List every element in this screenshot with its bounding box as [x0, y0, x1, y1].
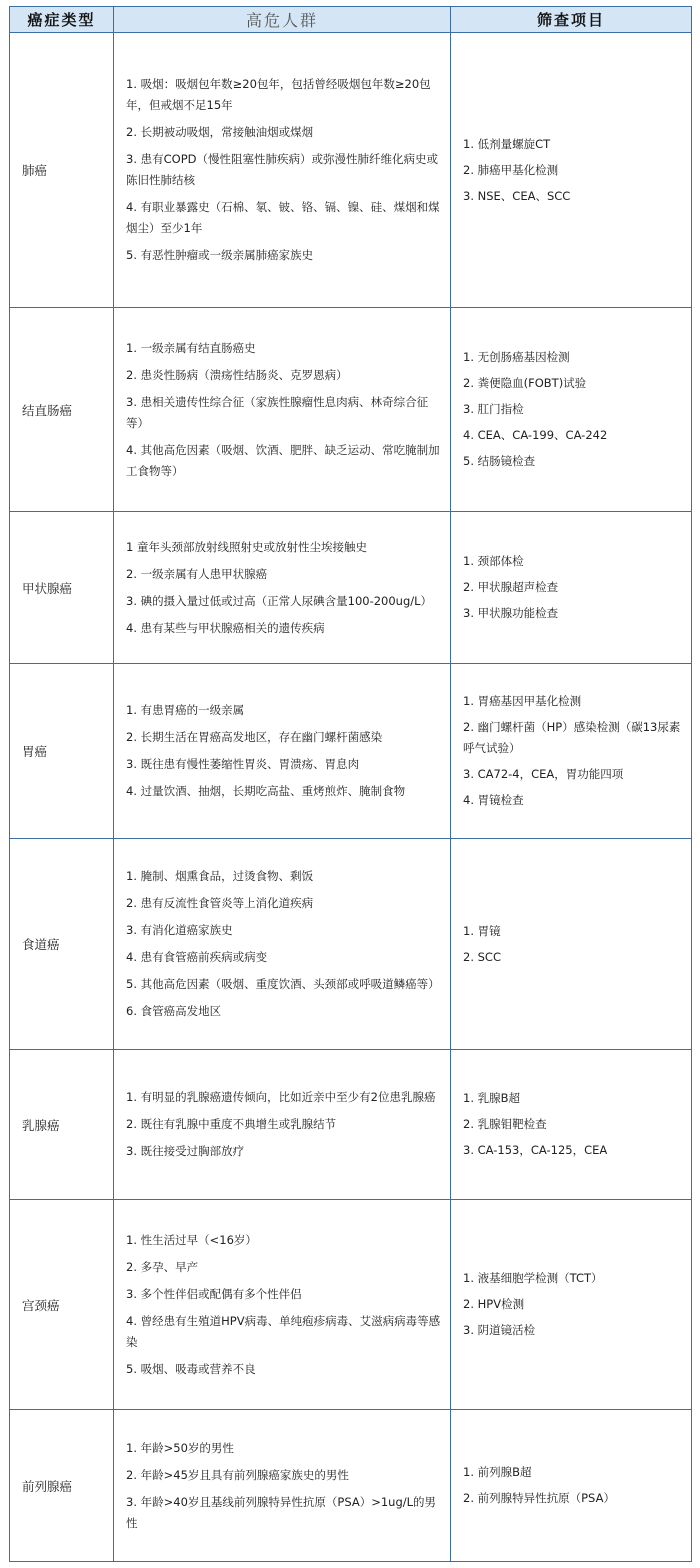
high-risk-item: 2. 年龄>45岁且具有前列腺癌家族史的男性 [126, 1467, 349, 1482]
screening-item: 1. 颈部体检 [463, 554, 524, 568]
high-risk-item: 3. 既往患有慢性萎缩性胃炎、胃溃疡、胃息肉 [126, 757, 360, 771]
high-risk-item: 6. 食管癌高发地区 [126, 1004, 222, 1018]
high-risk-cell [114, 839, 451, 1050]
screening-item: 3. 肛门指检 [463, 402, 524, 416]
cancer-type-cell: 食道癌 [10, 839, 114, 1050]
screening-item: 4. 胃镜检查 [463, 793, 524, 807]
screening-item: 1. 低剂量螺旋CT [463, 136, 551, 151]
high-risk-item: 4. 患有某些与甲状腺癌相关的遗传疾病 [126, 620, 325, 635]
high-risk-item: 5. 有恶性肿瘤或一级亲属肺癌家族史 [126, 248, 314, 262]
table-row [10, 1200, 692, 1410]
cancer-type-cell: 前列腺癌 [10, 1410, 114, 1562]
screening-item: 2. 粪便隐血(FOBT)试验 [463, 376, 587, 390]
table-row [10, 1410, 692, 1562]
cancer-type-cell: 宫颈癌 [10, 1200, 114, 1410]
screening-item: 2. 甲状腺超声检查 [463, 580, 559, 594]
high-risk-item: 3. 年龄>40岁且基线前列腺特异性抗原（PSA）>1ug/L的男性 [126, 1494, 437, 1530]
high-risk-item: 1. 年龄>50岁的男性 [126, 1440, 234, 1455]
high-risk-cell [114, 664, 451, 839]
screening-item: 3. CA72-4，CEA，胃功能四项 [463, 767, 624, 781]
high-risk-item: 3. 多个性伴侣或配偶有多个性伴侣 [126, 1286, 302, 1301]
table-row [10, 512, 692, 664]
cancer-type-cell: 胃癌 [10, 664, 114, 839]
screening-cell [451, 1200, 692, 1410]
screening-cell [451, 308, 692, 512]
high-risk-item: 4. 患有食管癌前疾病或病变 [126, 950, 268, 964]
screening-cell [451, 839, 692, 1050]
cancer-type-cell: 乳腺癌 [10, 1050, 114, 1200]
screening-cell [451, 1050, 692, 1200]
high-risk-cell [114, 1200, 451, 1410]
high-risk-item: 3. 有消化道癌家族史 [126, 923, 233, 937]
screening-item: 3. 阴道镜活检 [463, 1323, 536, 1337]
high-risk-item: 3. 患有COPD（慢性阻塞性肺疾病）或弥漫性肺纤维化病史或陈旧性肺结核 [126, 152, 438, 187]
screening-item: 3. NSE、CEA、SCC [463, 188, 571, 203]
high-risk-item: 2. 长期生活在胃癌高发地区，存在幽门螺杆菌感染 [126, 730, 383, 744]
high-risk-cell [114, 1050, 451, 1200]
cancer-type-cell: 结直肠癌 [10, 308, 114, 512]
screening-item: 2. 乳腺钼靶检查 [463, 1117, 547, 1131]
screening-item: 2. 幽门螺杆菌（HP）感染检测（碳13尿素呼气试验） [463, 720, 681, 755]
high-risk-item: 2. 患有反流性食管炎等上消化道疾病 [126, 896, 314, 910]
high-risk-item: 1. 腌制、烟熏食品，过烫食物、剩饭 [126, 869, 314, 883]
high-risk-item: 5. 其他高危因素（吸烟、重度饮酒、头颈部或呼吸道鳞癌等） [126, 977, 440, 991]
high-risk-item: 2. 患炎性肠病（溃疡性结肠炎、克罗恩病） [126, 367, 348, 382]
table-row [10, 33, 692, 308]
high-risk-item: 1. 吸烟：吸烟包年数≥20包年，包括曾经吸烟包年数≥20包年，但戒烟不足15年 [126, 77, 431, 112]
header-cancer-type: 癌症类型 [10, 7, 114, 33]
high-risk-cell [114, 33, 451, 308]
high-risk-item: 1. 性生活过早（<16岁） [126, 1232, 257, 1247]
screening-cell [451, 1410, 692, 1562]
high-risk-item: 1. 一级亲属有结直肠癌史 [126, 340, 256, 355]
table-row [10, 1050, 692, 1200]
screening-item: 2. HPV检测 [463, 1297, 525, 1311]
cancer-screening-table [9, 6, 692, 1562]
screening-item: 2. 前列腺特异性抗原（PSA） [463, 1491, 615, 1505]
cancer-type-cell: 甲状腺癌 [10, 512, 114, 664]
header-screening-items: 筛查项目 [451, 7, 692, 33]
screening-item: 5. 结肠镜检查 [463, 454, 536, 468]
screening-item: 4. CEA、CA-199、CA-242 [463, 428, 608, 442]
high-risk-cell [114, 1410, 451, 1562]
screening-item: 2. 肺癌甲基化检测 [463, 162, 559, 177]
high-risk-cell [114, 512, 451, 664]
screening-cell [451, 664, 692, 839]
high-risk-item: 4. 过量饮酒、抽烟，长期吃高盐、重烤煎炸、腌制食物 [126, 784, 406, 798]
high-risk-item: 2. 长期被动吸烟，常接触油烟或煤烟 [126, 125, 314, 139]
screening-item: 1. 胃镜 [463, 923, 501, 938]
high-risk-item: 4. 曾经患有生殖道HPV病毒、单纯疱疹病毒、艾滋病病毒等感染 [126, 1313, 441, 1349]
high-risk-item: 4. 有职业暴露史（石棉、氡、铍、铬、镉、镍、硅、煤烟和煤烟尘）至少1年 [126, 200, 440, 235]
high-risk-item: 3. 患相关遗传性综合征（家族性腺瘤性息肉病、林奇综合征等） [126, 394, 429, 430]
screening-item: 3. CA-153，CA-125，CEA [463, 1143, 608, 1157]
high-risk-item: 2. 一级亲属有人患甲状腺癌 [126, 566, 268, 581]
high-risk-cell [114, 308, 451, 512]
table-header-row [10, 7, 692, 33]
screening-item: 3. 甲状腺功能检查 [463, 606, 559, 620]
screening-item: 1. 无创肠癌基因检测 [463, 350, 570, 364]
screening-item: 2. SCC [463, 949, 501, 964]
high-risk-item: 1. 有患胃癌的一级亲属 [126, 703, 245, 717]
screening-cell [451, 33, 692, 308]
high-risk-item: 4. 其他高危因素（吸烟、饮酒、肥胖、缺乏运动、常吃腌制加工食物等） [126, 442, 440, 478]
high-risk-item: 3. 碘的摄入量过低或过高（正常人尿碘含量100-200ug/L） [126, 593, 433, 608]
table-row [10, 308, 692, 512]
screening-item: 1. 胃癌基因甲基化检测 [463, 694, 582, 708]
high-risk-item: 2. 既往有乳腺中重度不典增生或乳腺结节 [126, 1117, 337, 1131]
high-risk-item: 2. 多孕、早产 [126, 1259, 199, 1274]
table-row [10, 839, 692, 1050]
table-row [10, 664, 692, 839]
screening-item: 1. 前列腺B超 [463, 1465, 532, 1479]
high-risk-item: 1. 有明显的乳腺癌遗传倾向，比如近亲中至少有2位患乳腺癌 [126, 1090, 436, 1104]
header-high-risk-group: 高危人群 [114, 7, 451, 33]
screening-item: 1. 液基细胞学检测（TCT） [463, 1271, 603, 1285]
screening-cell [451, 512, 692, 664]
high-risk-item: 5. 吸烟、吸毒或营养不良 [126, 1361, 256, 1376]
high-risk-item: 1 童年头颈部放射线照射史或放射性尘埃接触史 [126, 539, 367, 554]
high-risk-item: 3. 既往接受过胸部放疗 [126, 1144, 245, 1158]
cancer-type-cell: 肺癌 [10, 33, 114, 308]
screening-item: 1. 乳腺B超 [463, 1091, 521, 1105]
